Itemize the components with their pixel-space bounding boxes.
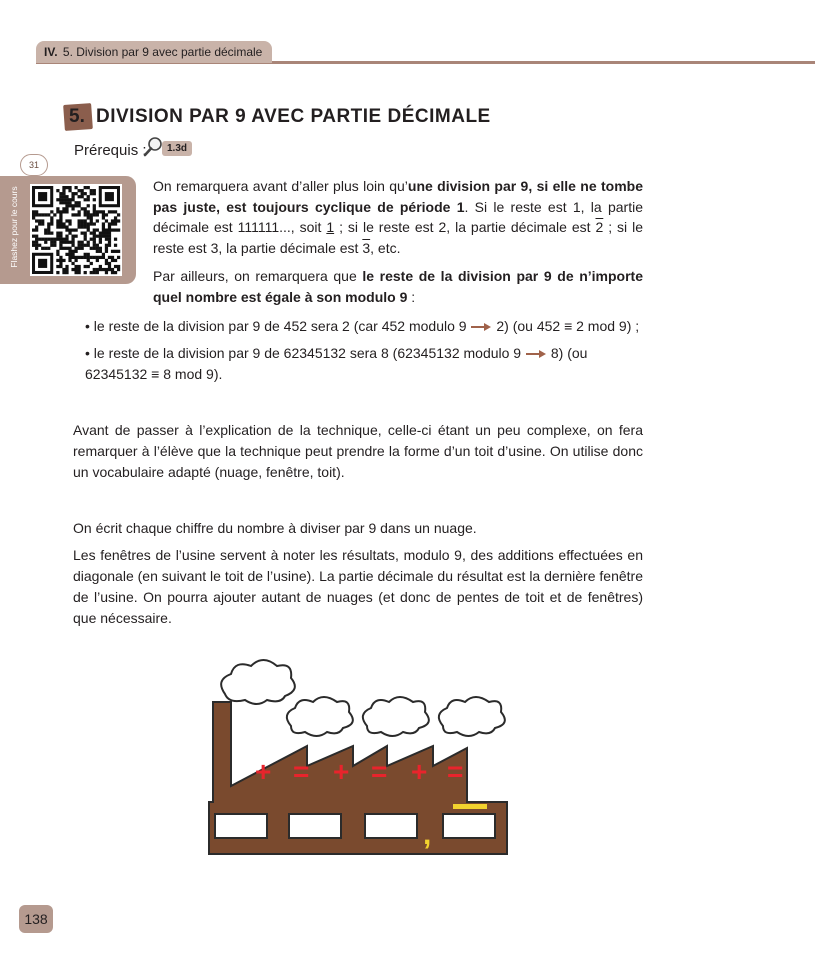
factory-window [215, 814, 267, 838]
factory-illustration [205, 656, 515, 868]
cloud-icon [221, 660, 295, 704]
bullet-item [85, 343, 643, 385]
arrow-right-icon [470, 323, 492, 331]
technique-paragraph: Avant de passer à l’explication de la technique, celle-ci étant un peu complexe, on fera remarquer à l’élève que la technique peut prendre la forme d’un toit d’usine. On utilise donc un vocabulaire adapté (nuage, fenêtre, toit). [73, 422, 643, 480]
p1-text-5: , etc. [370, 239, 401, 256]
factory-window [289, 814, 341, 838]
plus-sign: + [255, 756, 272, 787]
p1-text-1: On remarquera avant d’aller plus loin qu’ [153, 178, 408, 194]
highlight-bar [453, 804, 487, 809]
modulo-paragraph [153, 266, 643, 307]
qr-side-text: Flashez pour le cours [9, 186, 19, 268]
equals-sign: = [371, 756, 388, 787]
bullet-1-before: • le reste de la division par 9 de 452 sera 2 (car 452 modulo 9 [85, 318, 467, 334]
p1-period-1: 1 [326, 219, 335, 235]
p1-text-3: ; si le reste est 2, la partie décimale est [334, 219, 596, 235]
arrow-right-icon [525, 350, 547, 358]
cloud-paragraph: On écrit chaque chiffre du nombre à diviser par 9 dans un nuage. [73, 520, 477, 536]
bullet-item [85, 316, 643, 337]
p1-bold-1: une division par 9, si elle ne tombe pas juste, est toujours cyclique de période 1 [153, 178, 644, 215]
qr-code-frame[interactable] [30, 184, 122, 276]
factory-window [443, 814, 495, 838]
bullet-2-before: • le reste de la division par 9 de 62345132 sera 8 (62345132 modulo 9 [85, 345, 522, 361]
p1-period-2: 2 [595, 219, 604, 235]
magnifier-icon [143, 136, 163, 158]
p1-period-3: 3 [362, 239, 371, 256]
equals-sign: = [447, 756, 464, 787]
cloud-icon [439, 697, 505, 736]
prereq-label: Prérequis : [74, 142, 147, 159]
qr-code-icon[interactable] [30, 184, 122, 276]
bullet-1-after: 2) (ou 452 ≡ 2 mod 9) ; [496, 318, 640, 334]
plus-sign: + [333, 756, 350, 787]
prereq-badge[interactable]: 1.3d [162, 141, 192, 156]
decimal-comma: , [423, 818, 432, 851]
header-title: 5. Division par 9 avec partie décimale [62, 45, 263, 59]
factory-window [365, 814, 417, 838]
plus-sign: + [411, 756, 428, 787]
header-breadcrumb [36, 41, 272, 63]
p2-text-2: : [407, 288, 416, 305]
header-section: IV. [44, 45, 58, 59]
p1-text-4: ; si le reste est 3, la partie décimale est [153, 219, 643, 256]
page-number: 138 [19, 905, 53, 933]
cloud-icon [363, 697, 429, 736]
equals-sign: = [293, 756, 310, 787]
title-number: 5. [69, 106, 85, 127]
p2-bold-1: le reste de la division par 9 de n’importe quel nombre est égale à son modulo 9 [153, 268, 643, 305]
p1-text-2: . Si le reste est 1, la partie décimale est 111111..., soit [153, 198, 643, 235]
qr-number-bubble: 31 [20, 154, 48, 176]
p2-text-1: Par ailleurs, on remarquera que [153, 268, 363, 284]
intro-paragraph [153, 176, 643, 258]
cloud-icon [287, 697, 353, 736]
page-title: DIVISION PAR 9 AVEC PARTIE DÉCIMALE [96, 106, 491, 127]
windows-paragraph: Les fenêtres de l’usine servent à noter les résultats, modulo 9, des additions effectuées en diagonale (en suivant le toit de l’usine). La partie décimale du résultat est la dernière fenêtre de l’usine. On pourra ajouter autant de nuages (et donc de pentes de toit et de fenêtres) que nécessaire. [73, 547, 643, 626]
bullet-2-after: 8) (ou 62345132 ≡ 8 mod 9). [85, 345, 588, 382]
